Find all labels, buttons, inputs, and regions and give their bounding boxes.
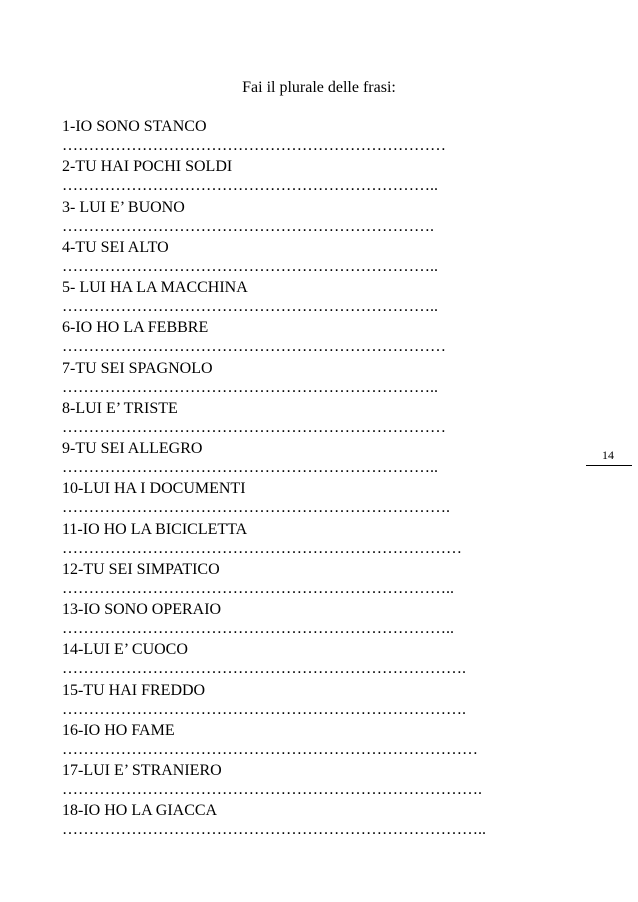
exercise-sentence: 13-IO SONO OPERAIO bbox=[62, 601, 222, 618]
answer-line: …………………………………………………………….. bbox=[62, 257, 438, 275]
answer-line: ……………………………………………………………. bbox=[62, 217, 434, 235]
answer-line: ……………………………………………………………… bbox=[62, 418, 446, 436]
answer-line: ………………………………………………………………. bbox=[62, 499, 450, 517]
answer-line: …………………………………………………………….. bbox=[62, 459, 438, 476]
exercise-sentence: 17-LUI E’ STRANIERO bbox=[62, 762, 222, 779]
answer-line: ……………………………………………………………… bbox=[62, 338, 446, 356]
exercise-sentence: 7-TU SEI SPAGNOLO bbox=[62, 359, 213, 377]
page-number: 14 bbox=[602, 448, 614, 462]
exercise-item bbox=[62, 681, 582, 721]
exercise-item bbox=[62, 560, 582, 600]
exercise-sentence: 6-IO HO LA FEBBRE bbox=[62, 319, 209, 337]
exercise-item bbox=[62, 359, 582, 399]
answer-line: ………………………………………………………………… bbox=[62, 539, 462, 557]
exercise-sentence: 5- LUI HA LA MACCHINA bbox=[62, 279, 248, 296]
exercise-list bbox=[62, 117, 582, 842]
answer-line: …………………………………………………………………….. bbox=[62, 821, 486, 839]
page-number-rule bbox=[586, 465, 632, 466]
answer-line: ……………………………………………………………………. bbox=[62, 781, 482, 798]
exercise-item bbox=[62, 198, 582, 238]
exercise-item bbox=[62, 157, 582, 197]
exercise-sentence: 8-LUI E’ TRISTE bbox=[62, 399, 178, 417]
exercise-item bbox=[62, 761, 582, 801]
exercise-sentence: 18-IO HO LA GIACCA bbox=[62, 802, 218, 820]
exercise-item bbox=[62, 640, 582, 680]
page-title: Fai il plurale delle frasi: bbox=[242, 79, 396, 96]
exercise-item bbox=[62, 801, 582, 841]
exercise-item bbox=[62, 479, 582, 519]
exercise-sentence: 2-TU HAI POCHI SOLDI bbox=[62, 158, 233, 176]
answer-line: …………………………………………………………….. bbox=[62, 378, 438, 396]
exercise-sentence: 3- LUI E’ BUONO bbox=[62, 198, 185, 216]
exercise-sentence: 10-LUI HA I DOCUMENTI bbox=[62, 480, 246, 498]
answer-line: …………………………………………………………….. bbox=[62, 177, 438, 195]
exercise-sentence: 11-IO HO LA BICICLETTA bbox=[62, 520, 248, 538]
exercise-sentence: 15-TU HAI FREDDO bbox=[62, 681, 206, 699]
exercise-sentence: 14-LUI E’ CUOCO bbox=[62, 641, 188, 659]
exercise-sentence: 12-TU SEI SIMPATICO bbox=[62, 560, 220, 578]
answer-line: …………………………………………………………………. bbox=[62, 660, 466, 678]
exercise-item bbox=[62, 278, 582, 318]
exercise-sentence: 16-IO HO FAME bbox=[62, 721, 175, 739]
answer-line: ……………………………………………………………….. bbox=[62, 620, 454, 637]
answer-line: ……………………………………………………………… bbox=[62, 137, 446, 154]
exercise-item bbox=[62, 721, 582, 761]
exercise-item bbox=[62, 318, 582, 358]
exercise-sentence: 1-IO SONO STANCO bbox=[62, 118, 207, 135]
exercise-item bbox=[62, 117, 582, 157]
answer-line: …………………………………………………………………… bbox=[62, 740, 478, 758]
answer-line: …………………………………………………………………. bbox=[62, 700, 466, 718]
exercise-item bbox=[62, 399, 582, 439]
exercise-item bbox=[62, 439, 582, 479]
exercise-item bbox=[62, 520, 582, 560]
answer-line: …………………………………………………………….. bbox=[62, 298, 438, 315]
exercise-item bbox=[62, 238, 582, 278]
exercise-sentence: 9-TU SEI ALLEGRO bbox=[62, 440, 203, 457]
exercise-item bbox=[62, 600, 582, 640]
answer-line: ……………………………………………………………….. bbox=[62, 579, 454, 597]
exercise-sentence: 4-TU SEI ALTO bbox=[62, 238, 169, 256]
